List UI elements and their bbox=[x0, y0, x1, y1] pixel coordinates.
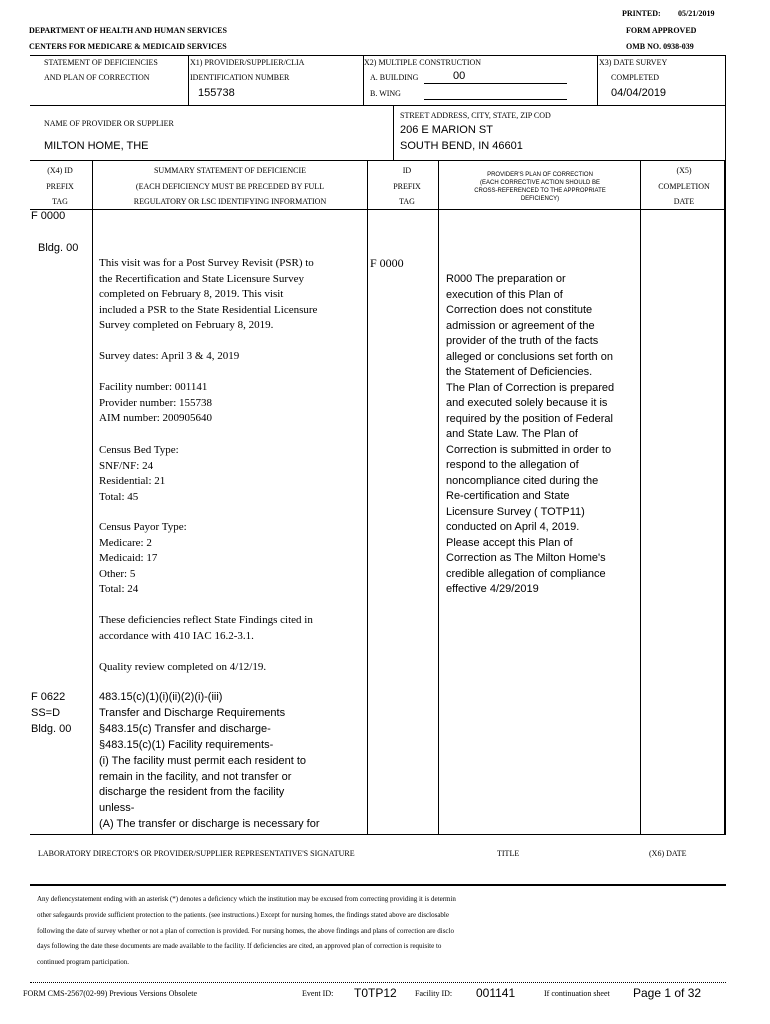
cms-title: CENTERS FOR MEDICARE & MEDICAID SERVICES bbox=[29, 42, 227, 51]
building-value: 00 bbox=[453, 70, 466, 82]
summary-header-1: SUMMARY STATEMENT OF DEFICIENCIE bbox=[153, 166, 307, 175]
form-number: FORM CMS-2567(02-99) Previous Versions Obsolete bbox=[23, 989, 198, 998]
survey-dates: Survey dates: April 3 & 4, 2019 bbox=[99, 350, 240, 362]
provider-name: MILTON HOME, THE bbox=[44, 140, 149, 152]
provider-name-label: NAME OF PROVIDER OR SUPPLIER bbox=[44, 119, 174, 128]
column-divider-id bbox=[438, 160, 439, 834]
column-header-bottom-rule bbox=[30, 209, 726, 210]
quality-review: Quality review completed on 4/12/19. bbox=[99, 661, 267, 673]
column-divider-tag bbox=[92, 160, 93, 834]
facility-numbers: Facility number: 001141 Provider number: 155738 AIM number: 200905640 bbox=[99, 381, 213, 425]
x4-header-2: PREFIX bbox=[46, 182, 74, 191]
continuation-label: If continuation sheet bbox=[544, 989, 610, 998]
census-bed-type: Census Bed Type: SNF/NF: 24 Residential: 21 Total: 45 bbox=[99, 444, 179, 503]
summary-header-3: REGULATORY OR LSC IDENTIFYING INFORMATION bbox=[133, 197, 327, 206]
x4-header-3: TAG bbox=[52, 197, 68, 206]
wing-label: B. WING bbox=[370, 89, 401, 98]
x6-date-label: (X6) DATE bbox=[649, 849, 687, 858]
column-divider-summary bbox=[367, 160, 368, 834]
disclaimer-line-1: Any defiencystatement ending with an asterisk (*) denotes a deficiency which the institution may be excused from correcting providing it is determin bbox=[37, 895, 456, 903]
building-label: A. BUILDING bbox=[370, 73, 419, 82]
state-findings: These deficiencies reflect State Findings cited in accordance with 410 IAC 16.2-3.1. bbox=[99, 614, 313, 642]
id-header-1: ID bbox=[402, 166, 412, 175]
facility-id: 001141 bbox=[476, 986, 516, 1000]
summary-header-2: (EACH DEFICIENCY MUST BE PRECEDED BY FULL bbox=[135, 182, 325, 191]
f0622-text: 483.15(c)(1)(i)(ii)(2)(i)-(iii) Transfer and Discharge Requirements §483.15(c) Transfer and discharge- §483.15(c)(1) Facility requirements- (i) The facility must permit each resident to remain in the facility, and not transfer or discharge the resident from the facility unless- (A) The transfer or discharge is necessary for bbox=[99, 691, 320, 831]
date-survey-completed: 04/04/2019 bbox=[611, 87, 667, 99]
signature-bottom-rule bbox=[30, 884, 726, 886]
address-line-1: 206 E MARION ST bbox=[400, 124, 493, 136]
provider-number: 155738 bbox=[198, 87, 235, 99]
statement-label-1: STATEMENT OF DEFICIENCIES bbox=[44, 58, 158, 67]
plan-header-1: PROVIDER'S PLAN OF CORRECTION bbox=[487, 172, 593, 178]
id-block-top-rule bbox=[30, 55, 726, 56]
census-payor-type: Census Payor Type: Medicare: 2 Medicaid: 17 Other: 5 Total: 24 bbox=[99, 521, 187, 596]
id-block-bottom-rule bbox=[30, 105, 726, 106]
footer-rule bbox=[30, 982, 726, 983]
printed-label: PRINTED: bbox=[622, 9, 661, 18]
id-block-divider-1 bbox=[188, 55, 189, 105]
facility-id-label: Facility ID: bbox=[415, 989, 453, 998]
address-label: STREET ADDRESS, CITY, STATE, ZIP COD bbox=[400, 111, 551, 120]
event-id-label: Event ID: bbox=[302, 989, 334, 998]
event-id: T0TP12 bbox=[354, 986, 397, 1000]
plan-of-correction-text: R000 The preparation or execution of this Plan of Correction does not constitute admission or agreement of the provider of the truth of the facts alleged or conclusions set forth on the Statement of Deficiencies. The Plan of Correction is prepared and executed solely because it is required by the position of Federal and State Law. The Plan of Correction is submitted in order to respond to the allegation of noncompliance cited during the Re-certification and State Licensure Survey ( TOTP11) conducted on April 4, 2019. Please accept this Plan of Correction as The Milton Home's credible allegation of compliance effective 4/29/2019 bbox=[446, 273, 615, 595]
disclaimer-line-2: other safegaurds provide sufficient protection to the patients. (see instructions.) Except for nursing homes, the findings stated above are disclosable bbox=[37, 911, 449, 919]
x3-label: X3) DATE SURVEY bbox=[599, 58, 668, 67]
omb-number: OMB NO. 0938-039 bbox=[626, 42, 694, 51]
x4-header-1: (X4) ID bbox=[47, 166, 73, 175]
x1-label-2: IDENTIFICATION NUMBER bbox=[190, 73, 290, 82]
x1-label: X1) PROVIDER/SUPPLIER/CLIA bbox=[190, 58, 305, 67]
provider-block-divider bbox=[393, 105, 394, 160]
id-block-divider-3 bbox=[597, 55, 598, 105]
id-tag-f0000: F 0000 bbox=[370, 256, 404, 270]
plan-header-2: (EACH CORRECTIVE ACTION SHOULD BE bbox=[479, 180, 601, 186]
x5-header-2: COMPLETION bbox=[658, 182, 710, 191]
id-header-2: PREFIX bbox=[393, 182, 421, 191]
statement-label-2: AND PLAN OF CORRECTION bbox=[44, 73, 150, 82]
provider-block-right-border bbox=[725, 105, 726, 160]
signature-label: LABORATORY DIRECTOR'S OR PROVIDER/SUPPLIER REPRESENTATIVE'S SIGNATURE bbox=[38, 849, 355, 858]
id-header-3: TAG bbox=[399, 197, 415, 206]
signature-top-rule bbox=[30, 834, 726, 835]
disclaimer-line-3: following the date of survey whether or not a plan of correction is provided. For nursing homes, the above findings and plans of correction are disclo bbox=[37, 927, 454, 935]
summary-intro: This visit was for a Post Survey Revisit (PSR) to the Recertification and State Licensure Survey completed on February 8, 2019. This visit included a PSR to the State Residential Licensure Survey completed on February 8, 2019. bbox=[99, 257, 318, 332]
printed-date: 05/21/2019 bbox=[678, 9, 715, 18]
plan-header-3: CROSS-REFERENCED TO THE APPROPRIATE bbox=[474, 188, 606, 194]
disclaimer-line-5: continued program participation. bbox=[37, 958, 129, 966]
plan-header-4: DEFICIENCY) bbox=[520, 196, 560, 202]
provider-block-bottom-rule bbox=[30, 160, 726, 161]
page-number: Page 1 of 32 bbox=[633, 986, 702, 1000]
tag-f0622: F 0622 SS=D Bldg. 00 bbox=[31, 691, 72, 735]
address-line-2: SOUTH BEND, IN 46601 bbox=[400, 140, 523, 152]
x5-header-3: DATE bbox=[673, 197, 695, 206]
wing-underline bbox=[424, 99, 567, 100]
form-approved: FORM APPROVED bbox=[626, 26, 697, 35]
disclaimer-line-4: days following the date these documents are made available to the facility. If deficiencies are cited, an approved plan of correction is requisite to bbox=[37, 942, 442, 950]
tag-f0000: F 0000 bbox=[31, 210, 66, 222]
building-underline bbox=[424, 83, 567, 84]
department-title: DEPARTMENT OF HEALTH AND HUMAN SERVICES bbox=[29, 26, 227, 35]
id-block-right-border bbox=[725, 55, 726, 105]
column-divider-plan bbox=[640, 160, 641, 834]
title-label: TITLE bbox=[497, 849, 520, 858]
x3-label-2: COMPLETED bbox=[611, 73, 659, 82]
tag-bldg-00: Bldg. 00 bbox=[38, 242, 79, 254]
x2-label: X2) MULTIPLE CONSTRUCTION bbox=[364, 58, 482, 67]
x5-header-1: (X5) bbox=[676, 166, 692, 175]
column-right-border bbox=[724, 160, 726, 834]
